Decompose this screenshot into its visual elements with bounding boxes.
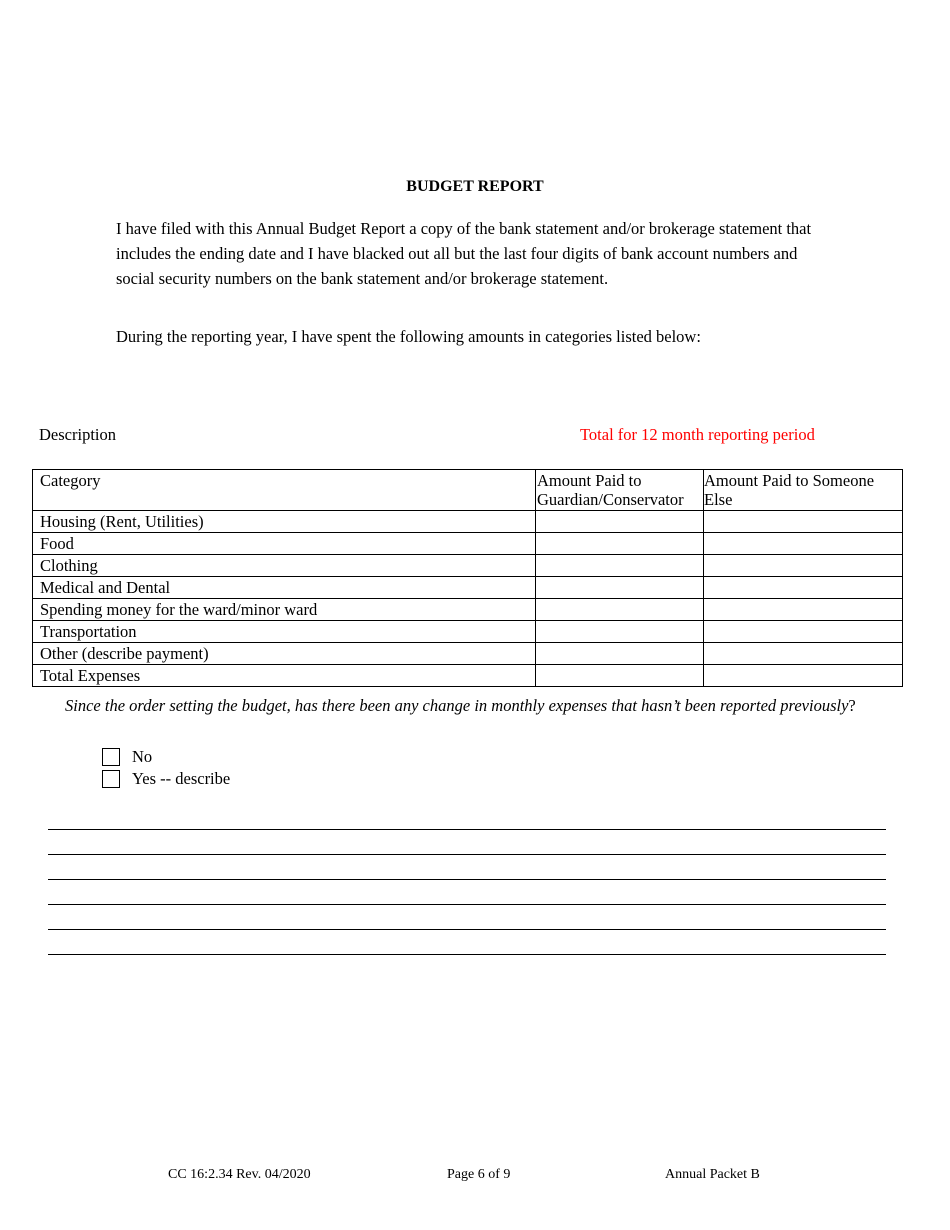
spending-intro-paragraph: During the reporting year, I have spent the following amounts in categories listed below:	[116, 327, 701, 346]
amount-someone-else-cell[interactable]	[704, 577, 903, 599]
footer-packet: Annual Packet B	[665, 1167, 760, 1182]
table-row	[33, 621, 903, 643]
column-header-someone-else: Amount Paid to Someone Else	[704, 470, 903, 511]
row-category: Total Expenses	[33, 665, 536, 687]
amount-someone-else-cell[interactable]	[704, 555, 903, 577]
option-no[interactable]	[102, 746, 152, 767]
table-row	[33, 511, 903, 533]
statement-paragraph: I have filed with this Annual Budget Report a copy of the bank statement and/or brokerage statement that includes the ending date and I have blacked out all but the last four digits of bank account numbers and social security numbers on the bank statement and/or brokerage statement.	[116, 219, 812, 288]
question-text: Since the order setting the budget, has there been any change in monthly expenses that hasn’t been reported previously	[65, 696, 849, 715]
footer-form-id: CC 16:2.34 Rev. 04/2020	[168, 1167, 311, 1182]
table-row-total	[33, 665, 903, 687]
row-category: Transportation	[33, 621, 536, 643]
describe-line[interactable]	[48, 929, 886, 930]
amount-someone-else-cell[interactable]	[704, 643, 903, 665]
amount-someone-else-cell[interactable]	[704, 621, 903, 643]
amount-guardian-cell[interactable]	[536, 555, 704, 577]
row-category: Medical and Dental	[33, 577, 536, 599]
table-row	[33, 599, 903, 621]
amount-guardian-cell[interactable]	[536, 599, 704, 621]
table-row	[33, 555, 903, 577]
describe-line[interactable]	[48, 904, 886, 905]
amount-someone-else-cell[interactable]	[704, 533, 903, 555]
page-title: BUDGET REPORT	[406, 178, 544, 195]
amount-someone-else-cell[interactable]	[704, 665, 903, 687]
option-yes-label: Yes -- describe	[132, 768, 231, 788]
table-row	[33, 577, 903, 599]
row-category: Other (describe payment)	[33, 643, 536, 665]
budget-table	[32, 469, 903, 687]
total-period-header: Total for 12 month reporting period	[580, 425, 815, 444]
row-category: Food	[33, 533, 536, 555]
footer-page-number: Page 6 of 9	[447, 1167, 511, 1182]
describe-line[interactable]	[48, 829, 886, 830]
describe-line[interactable]	[48, 854, 886, 855]
amount-guardian-cell[interactable]	[536, 511, 704, 533]
describe-line[interactable]	[48, 954, 886, 955]
column-header-category: Category	[33, 470, 536, 511]
column-header-guardian: Amount Paid to Guardian/Conservator	[536, 470, 704, 511]
table-row	[33, 533, 903, 555]
amount-guardian-cell[interactable]	[536, 577, 704, 599]
description-header: Description	[39, 425, 116, 444]
table-header-row	[33, 470, 903, 511]
row-category: Housing (Rent, Utilities)	[33, 511, 536, 533]
option-yes[interactable]	[102, 768, 230, 789]
question-mark: ?	[848, 696, 856, 715]
table-row	[33, 643, 903, 665]
amount-guardian-cell[interactable]	[536, 533, 704, 555]
amount-someone-else-cell[interactable]	[704, 511, 903, 533]
describe-line[interactable]	[48, 879, 886, 880]
option-no-label: No	[132, 746, 153, 766]
yes-checkbox[interactable]	[102, 770, 120, 788]
amount-someone-else-cell[interactable]	[704, 599, 903, 621]
amount-guardian-cell[interactable]	[536, 665, 704, 687]
amount-guardian-cell[interactable]	[536, 643, 704, 665]
expense-change-question	[65, 695, 905, 717]
no-checkbox[interactable]	[102, 748, 120, 766]
amount-guardian-cell[interactable]	[536, 621, 704, 643]
row-category: Clothing	[33, 555, 536, 577]
row-category: Spending money for the ward/minor ward	[33, 599, 536, 621]
